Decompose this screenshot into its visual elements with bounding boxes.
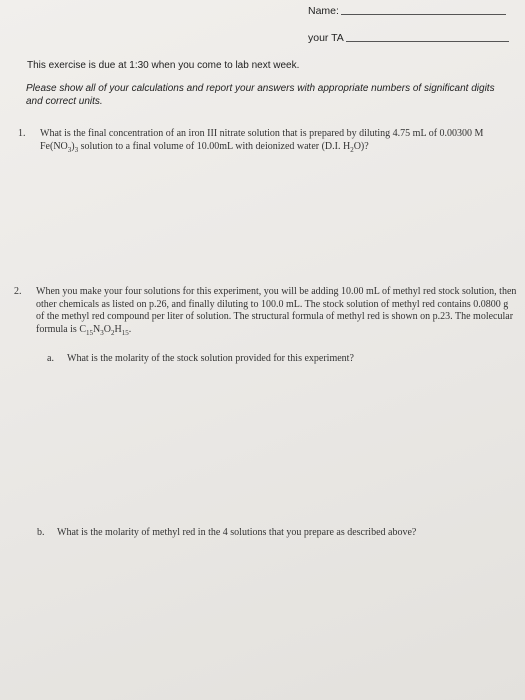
question-2a-label: a. bbox=[47, 353, 54, 364]
ta-field-row bbox=[308, 32, 509, 44]
question-2-number: 2. bbox=[14, 286, 22, 297]
question-1-number: 1. bbox=[18, 128, 26, 139]
question-2b-label: b. bbox=[37, 527, 45, 538]
question-2-text: When you make your four solutions for this experiment, you will be adding 10.00 mL of methyl red stock solution, then other chemicals as listed on p.26, and finally diluting to 100.0 mL. The stock solution of methyl red contains 0.0800 g of the methyl red compound per liter of solution. The structural formula of methyl red is shown on p.23. The molecular formula is $C_{15}N_3O_2H_{15}$. bbox=[36, 286, 517, 337]
name-blank-line[interactable] bbox=[341, 14, 506, 15]
instructions: Please show all of your calculations and report your answers with appropriate numbers of significant digits and correct units. bbox=[26, 83, 495, 107]
ta-blank-line[interactable] bbox=[346, 41, 509, 42]
question-2b-text: What is the molarity of methyl red in the 4 solutions that you prepare as described above? bbox=[57, 527, 417, 538]
question-2a-text: What is the molarity of the stock solution provided for this experiment? bbox=[67, 353, 354, 364]
name-label: Name: bbox=[308, 5, 339, 17]
name-field-row bbox=[308, 5, 506, 17]
question-1-text: What is the final concentration of an iron III nitrate solution that is prepared by diluting 4.75 mL of 0.00300 M $Fe(NO_3)_3$ solution to a final volume of 10.00mL with deionized water (D.I. $H_2O$)? bbox=[40, 128, 484, 154]
due-note: This exercise is due at 1:30 when you come to lab next week. bbox=[27, 60, 300, 71]
ta-label: your TA bbox=[308, 32, 344, 44]
